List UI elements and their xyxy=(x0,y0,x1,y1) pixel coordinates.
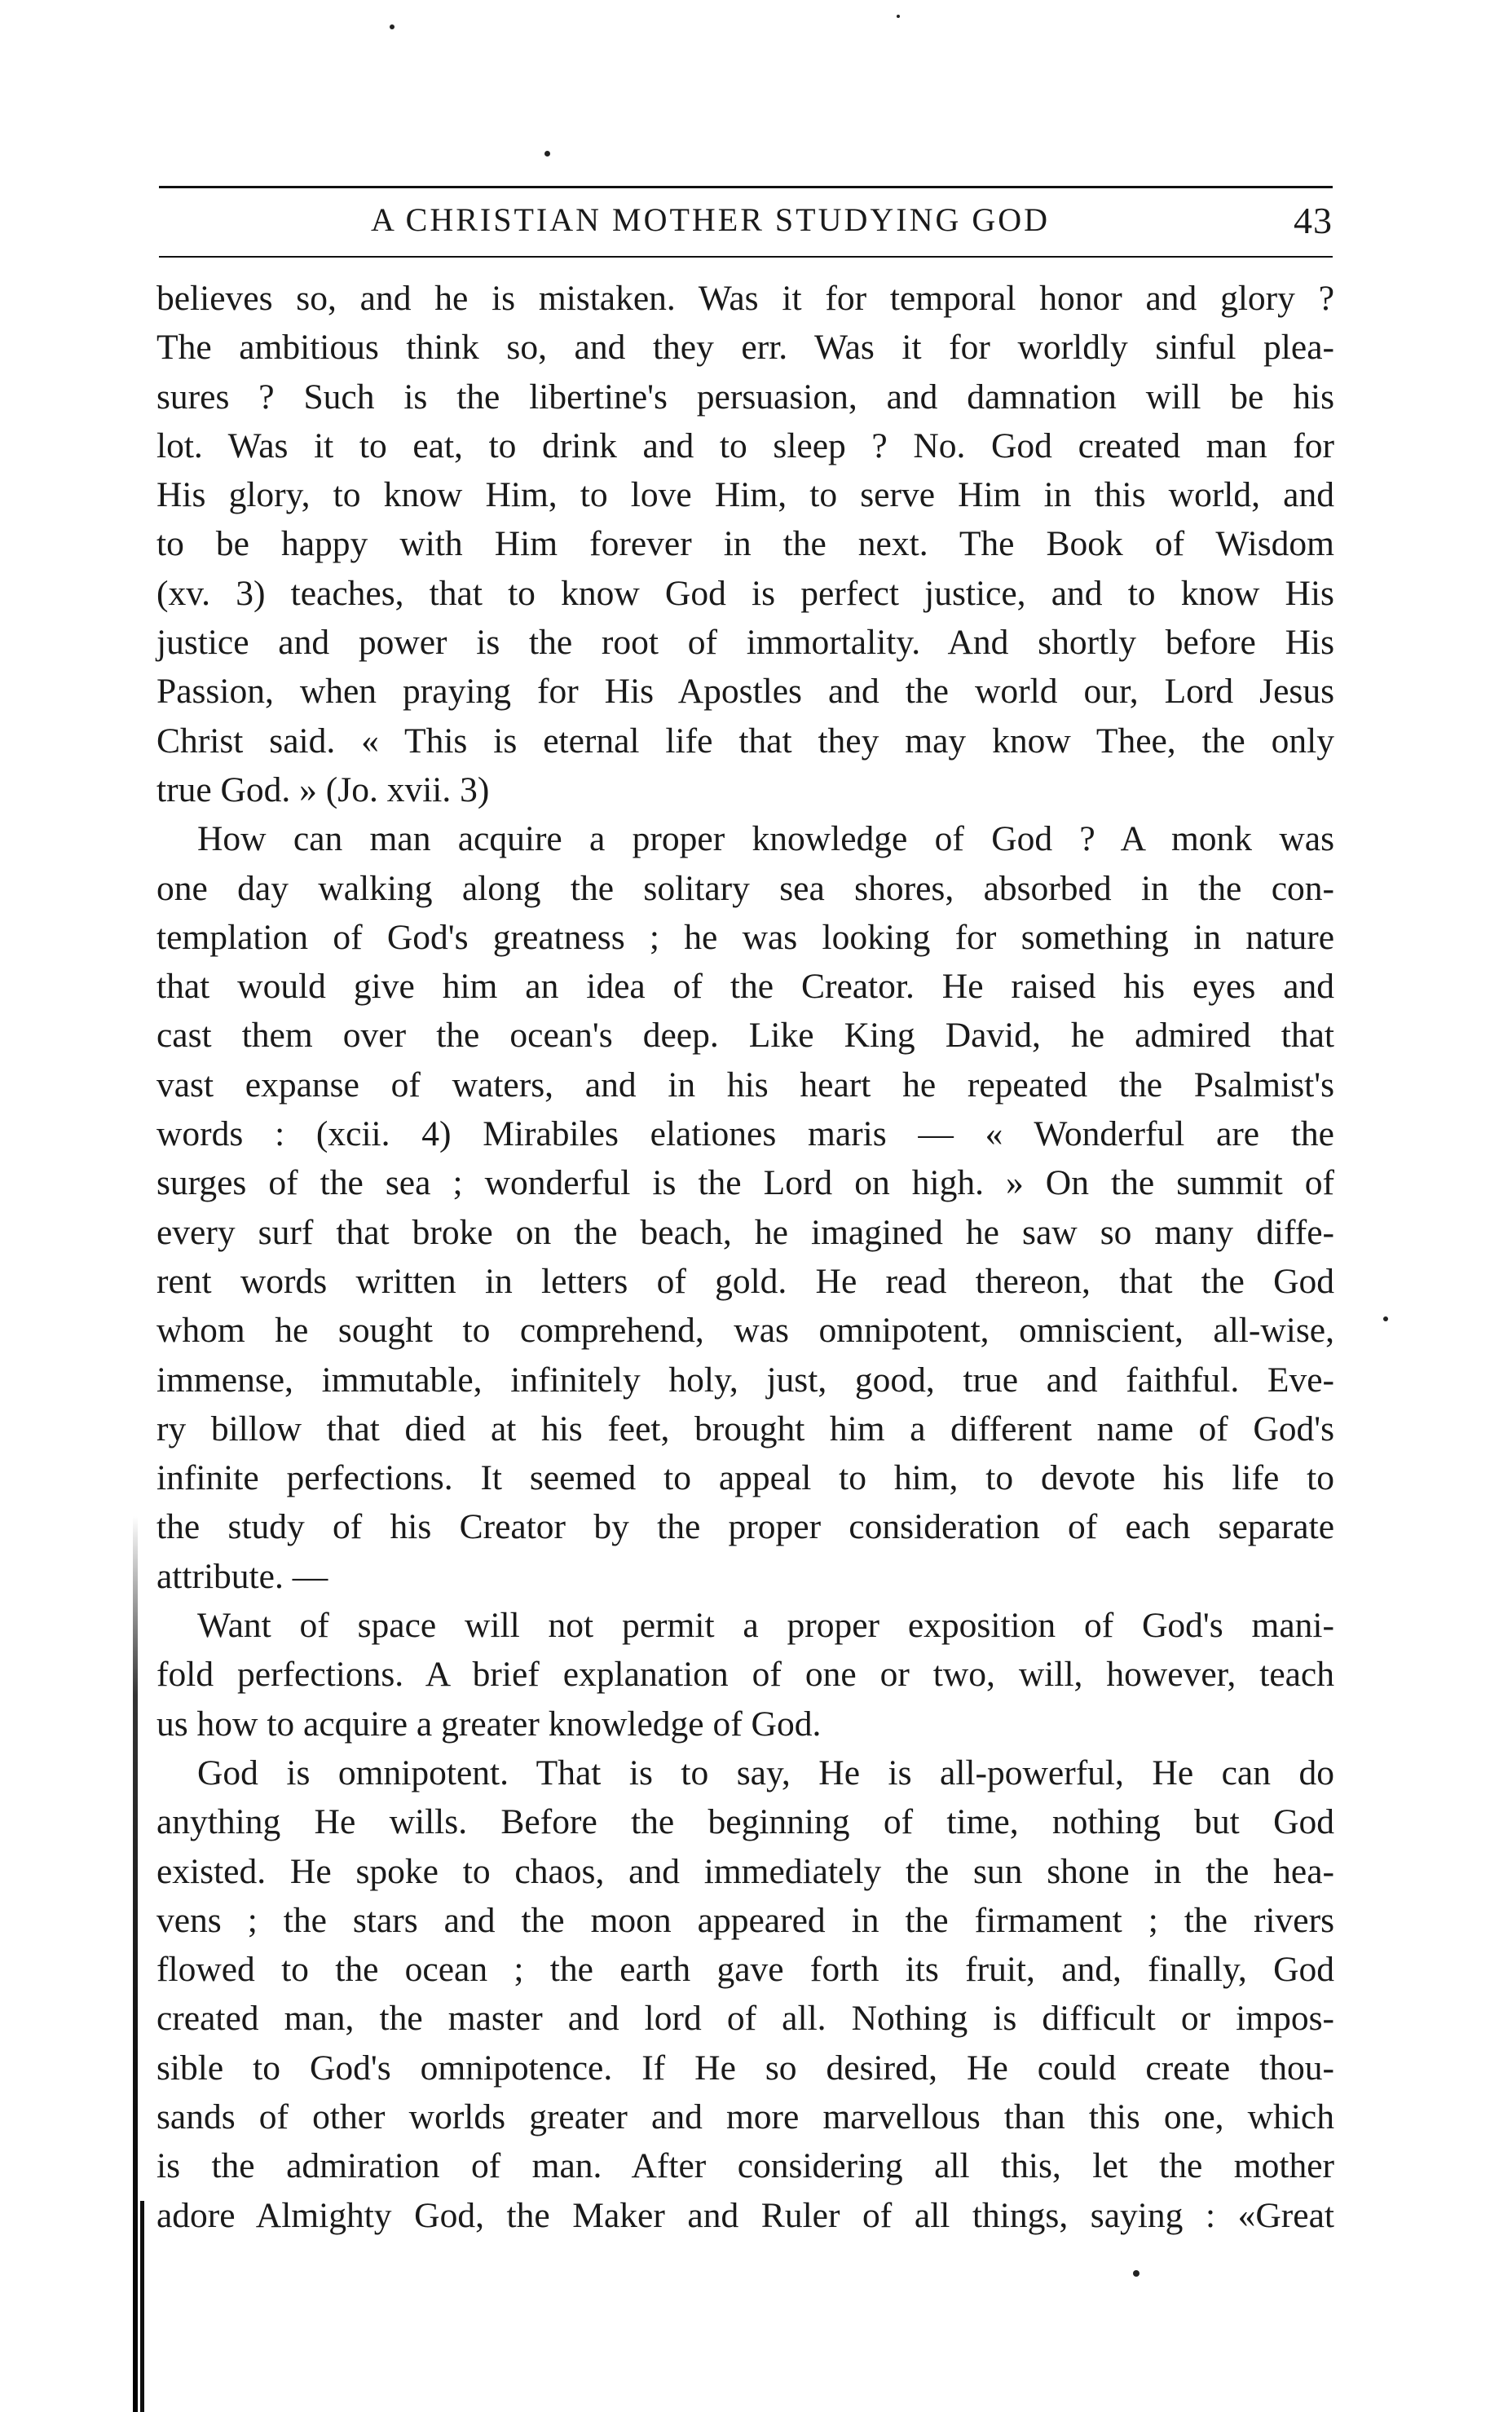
text-line: rent words written in letters of gold. He read thereon, that the God xyxy=(156,1261,1334,1301)
text-line: words : (xcii. 4) Mirabiles elationes maris — « Wonderful are the xyxy=(156,1114,1334,1154)
text-line: How can man acquire a proper knowledge of God ? A monk was xyxy=(197,819,1334,859)
text-line: existed. He spoke to chaos, and immediately the sun shone in the hea- xyxy=(156,1851,1334,1891)
text-line: Passion, when praying for His Apostles and the world our, Lord Jesus xyxy=(156,672,1334,712)
text-line: one day walking along the solitary sea shores, absorbed in the con- xyxy=(156,868,1334,908)
text-line: fold perfections. A brief explanation of one or two, will, however, teach xyxy=(156,1655,1334,1695)
running-header xyxy=(159,189,1333,254)
text-line: that would give him an idea of the Creator. He raised his eyes and xyxy=(156,967,1334,1007)
text-line: vast expanse of waters, and in his heart he repeated the Psalmist's xyxy=(156,1065,1334,1105)
text-line: The ambitious think so, and they err. Was it for worldly sinful plea- xyxy=(156,328,1334,368)
text-line: Want of space will not permit a proper exposition of God's mani- xyxy=(197,1606,1334,1646)
text-line: is the admiration of man. After considering all this, let the mother xyxy=(156,2146,1334,2186)
binding-shadow xyxy=(140,2201,144,2412)
text-line: attribute. — xyxy=(156,1556,328,1596)
text-line: flowed to the ocean ; the earth gave forth its fruit, and, finally, God xyxy=(156,1950,1334,1990)
text-line: created man, the master and lord of all. Nothing is difficult or impos- xyxy=(156,1999,1334,2039)
text-line: sible to God's omnipotence. If He so desired, He could create thou- xyxy=(156,2048,1334,2088)
text-line: God is omnipotent. That is to say, He is all-powerful, He can do xyxy=(197,1753,1334,1792)
text-line: sands of other worlds greater and more marvellous than this one, which xyxy=(156,2097,1334,2136)
header-bottom-rule xyxy=(159,256,1333,258)
text-line: every surf that broke on the beach, he imagined he saw so many diffe- xyxy=(156,1212,1334,1252)
text-line: the study of his Creator by the proper consideration of each separate xyxy=(156,1507,1334,1547)
text-line: to be happy with Him forever in the next. The Book of Wisdom xyxy=(156,524,1334,564)
page-number: 43 xyxy=(1294,200,1333,241)
text-line: adore Almighty God, the Maker and Ruler of all things, saying : «Great xyxy=(156,2195,1334,2235)
text-line: whom he sought to comprehend, was omnipotent, omniscient, all-wise, xyxy=(156,1311,1334,1351)
scan-speck xyxy=(390,24,395,29)
text-line: cast them over the ocean's deep. Like King David, he admired that xyxy=(156,1016,1334,1056)
scan-speck xyxy=(1383,1316,1388,1321)
text-line: His glory, to know Him, to love Him, to serve Him in this world, and xyxy=(156,475,1334,515)
text-line: (xv. 3) teaches, that to know God is perfect justice, and to know His xyxy=(156,573,1334,613)
body-text xyxy=(156,274,1334,2240)
scan-speck xyxy=(1133,2270,1140,2277)
text-line: lot. Was it to eat, to drink and to sleep ? No. God created man for xyxy=(156,426,1334,465)
binding-shadow xyxy=(133,1516,138,2412)
scan-speck xyxy=(544,151,550,157)
running-title: A CHRISTIAN MOTHER STUDYING GOD xyxy=(371,201,1050,238)
text-line: sures ? Such is the libertine's persuasion, and damnation will be his xyxy=(156,377,1334,417)
text-line: Christ said. « This is eternal life that they may know Thee, the only xyxy=(156,721,1334,761)
text-line: justice and power is the root of immortality. And shortly before His xyxy=(156,623,1334,663)
header-top-rule xyxy=(159,186,1333,188)
text-line: immense, immutable, infinitely holy, just, good, true and faithful. Eve- xyxy=(156,1360,1334,1400)
text-line: infinite perfections. It seemed to appeal to him, to devote his life to xyxy=(156,1458,1334,1498)
text-line: us how to acquire a greater knowledge of God. xyxy=(156,1704,822,1744)
scan-speck xyxy=(897,15,900,18)
text-line: believes so, and he is mistaken. Was it for temporal honor and glory ? xyxy=(156,279,1334,318)
text-line: ry billow that died at his feet, brought him a different name of God's xyxy=(156,1409,1334,1449)
text-line: anything He wills. Before the beginning of time, nothing but God xyxy=(156,1802,1334,1842)
text-line: true God. » (Jo. xvii. 3) xyxy=(156,769,490,809)
text-line: vens ; the stars and the moon appeared in the firmament ; the rivers xyxy=(156,1900,1334,1940)
text-line: templation of God's greatness ; he was looking for something in nature xyxy=(156,917,1334,957)
text-line: surges of the sea ; wonderful is the Lord on high. » On the summit of xyxy=(156,1163,1334,1203)
